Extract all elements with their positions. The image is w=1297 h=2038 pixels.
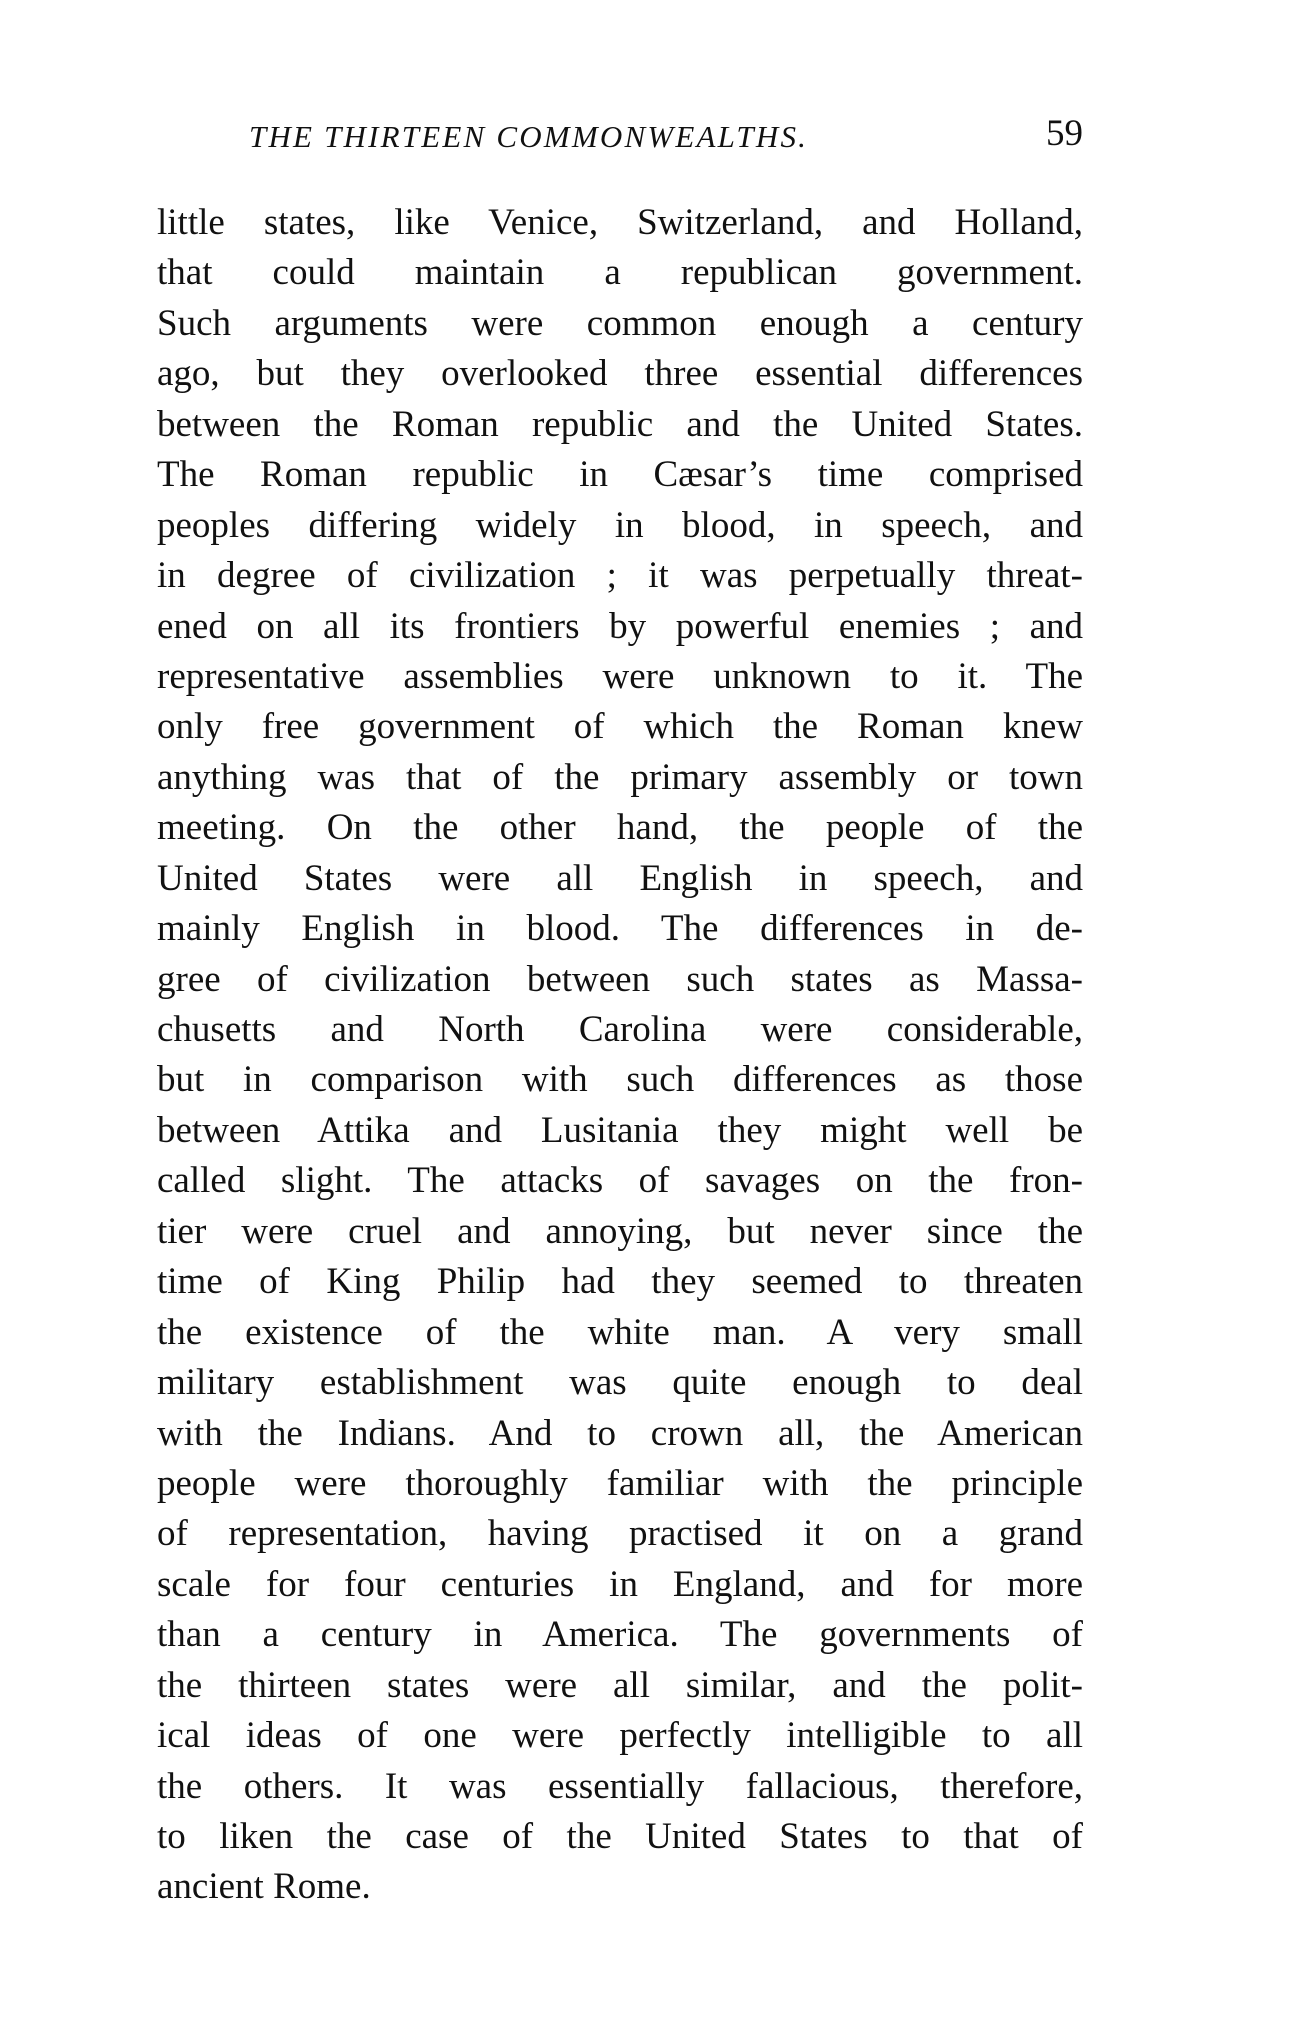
- text-line: of representation, having practised it on a grand: [157, 1513, 1083, 1555]
- text-line: United States were all English in speech, and: [157, 857, 1083, 899]
- text-line: the others. It was essentially fallacious, therefore,: [157, 1765, 1083, 1807]
- text-line: chusetts and North Carolina were considerable,: [157, 1009, 1083, 1050]
- text-line: anything was that of the primary assembly or town: [157, 756, 1083, 798]
- text-line: than a century in America. The governments of: [157, 1614, 1083, 1656]
- text-line: only free government of which the Roman knew: [157, 706, 1083, 748]
- text-line: representative assemblies were unknown to it. The: [157, 655, 1083, 697]
- text-line: The Roman republic in Cæsar’s time comprised: [157, 454, 1083, 496]
- text-line: the existence of the white man. A very small: [157, 1311, 1083, 1353]
- text-line: meeting. On the other hand, the people of the: [157, 807, 1083, 849]
- text-line: gree of civilization between such states as Massa-: [157, 958, 1083, 1000]
- text-line: with the Indians. And to crown all, the American: [157, 1412, 1083, 1454]
- running-header: [157, 112, 1083, 162]
- text-line: people were thoroughly familiar with the principle: [157, 1462, 1083, 1504]
- text-line: the thirteen states were all similar, and the polit-: [157, 1664, 1083, 1706]
- text-line: ened on all its frontiers by powerful enemies ; and: [157, 605, 1083, 647]
- text-line: that could maintain a republican government.: [157, 252, 1083, 294]
- page-number: 59: [1046, 113, 1083, 154]
- text-line: called slight. The attacks of savages on the fron-: [157, 1160, 1083, 1202]
- text-line: between Attika and Lusitania they might well be: [157, 1109, 1083, 1151]
- text-line: military establishment was quite enough to deal: [157, 1362, 1083, 1404]
- text-line: to liken the case of the United States to that of: [157, 1816, 1083, 1857]
- text-line: tier were cruel and annoying, but never since the: [157, 1210, 1083, 1252]
- text-line: ago, but they overlooked three essential differences: [157, 353, 1083, 395]
- text-line: but in comparison with such differences as those: [157, 1059, 1083, 1101]
- text-line: Such arguments were common enough a century: [157, 302, 1083, 344]
- running-title: THE THIRTEEN COMMONWEALTHS.: [249, 119, 809, 154]
- text-line: scale for four centuries in England, and for more: [157, 1563, 1083, 1605]
- text-line: mainly English in blood. The differences in de-: [157, 908, 1083, 950]
- text-line: in degree of civilization ; it was perpetually threat-: [157, 555, 1083, 597]
- text-line: between the Roman republic and the United States.: [157, 403, 1083, 445]
- body-text: [157, 198, 1083, 1913]
- text-line: peoples differing widely in blood, in speech, and: [157, 504, 1083, 546]
- text-line: time of King Philip had they seemed to threaten: [157, 1261, 1083, 1303]
- text-line: ical ideas of one were perfectly intelligible to all: [157, 1715, 1083, 1757]
- text-line: little states, like Venice, Switzerland, and Holland,: [157, 202, 1083, 243]
- text-line: ancient Rome.: [157, 1866, 371, 1908]
